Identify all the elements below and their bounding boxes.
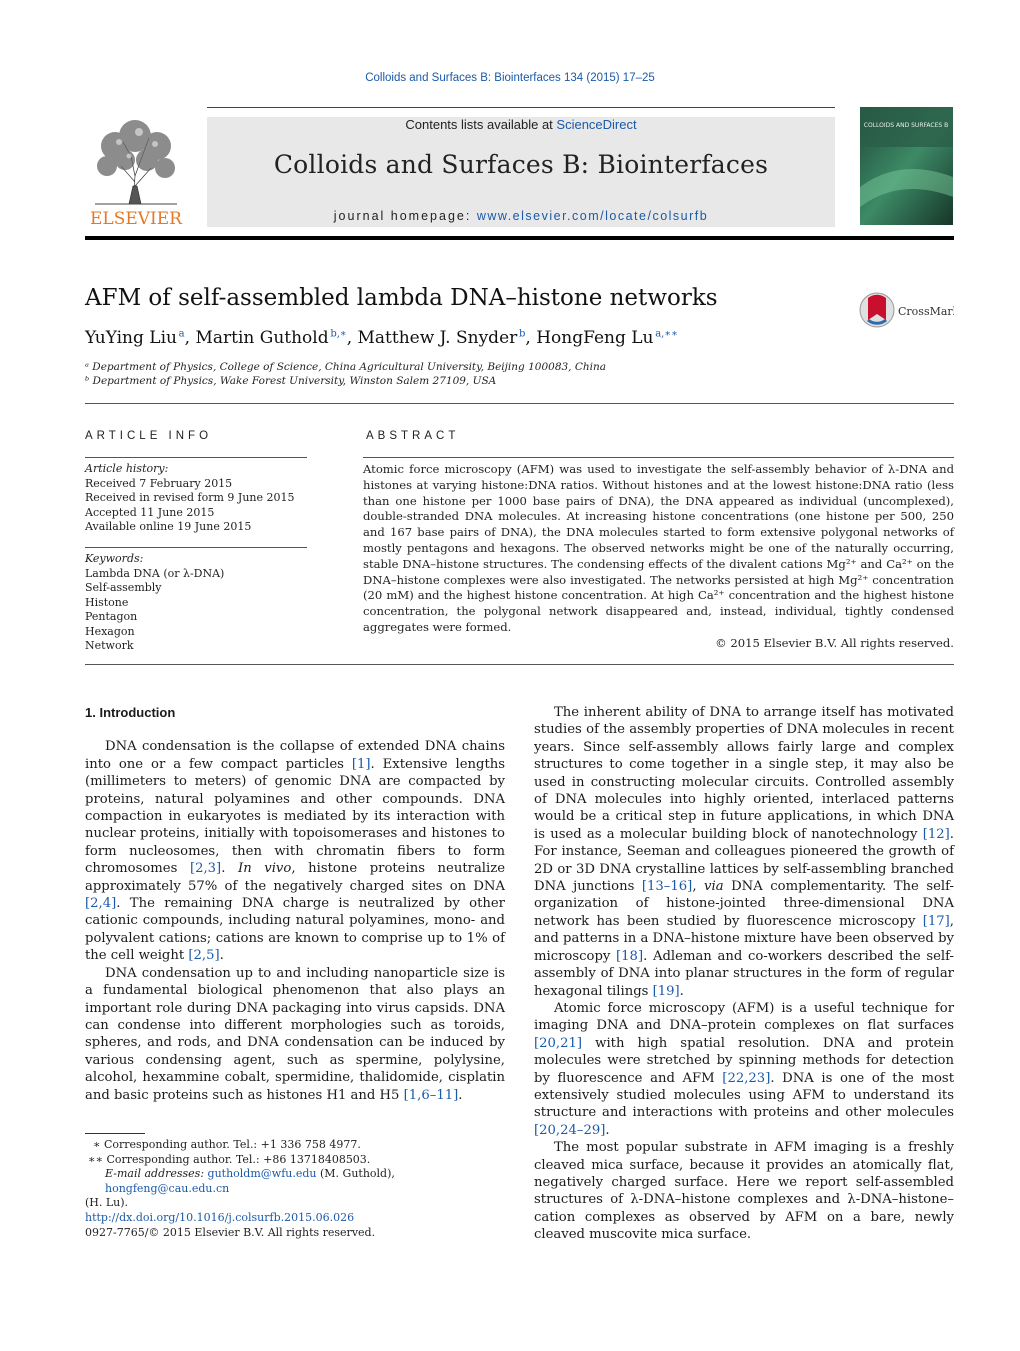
author-name: HongFeng Lu bbox=[536, 328, 654, 348]
author-affil-sup[interactable]: b,∗ bbox=[330, 328, 347, 340]
keywords bbox=[85, 552, 224, 654]
email-owner: (H. Lu). bbox=[85, 1196, 129, 1209]
affiliation-a: ᵃ Department of Physics, College of Science, China Agricultural University, Beijing 100083, China bbox=[85, 361, 607, 373]
citation-link[interactable]: [19] bbox=[652, 983, 680, 999]
abstract-text: Atomic force microscopy (AFM) was used to investigate the self-assembly behavior of λ-DNA and histones at varying histone:DNA ratios. Without histones and at the lowest histone:DNA ratio (less than one histone per 1000 base pairs of DNA), the DNA appeared as individual (uncomplexed), double-stranded DNA molecules. At increasing histone concentrations (one histone per 500, 250 and 167 base pairs of DNA), the DNA molecules started to form extensive polygonal networks of mostly pentagons and hexagons. The observed networks might be one of the naturally occurring, stable DNA–histone structures. The condensing effects of the divalent cations Mg²⁺ and Ca²⁺ on the DNA–histone complexes were also investigated. The networks persisted at high Mg²⁺ concentration (20 mM) and the highest histone concentration. At high Ca²⁺ concentration and the highest histone concentration, the polygonal network disappeared and, instead, individual, tightly condensed aggregates were formed. bbox=[363, 462, 954, 634]
citation-link[interactable]: [17] bbox=[922, 913, 950, 929]
email-label: E-mail addresses: bbox=[105, 1167, 208, 1180]
divider bbox=[85, 457, 307, 458]
author-affil-sup[interactable]: a bbox=[178, 328, 185, 340]
keyword: Network bbox=[85, 639, 134, 652]
keyword: Pentagon bbox=[85, 610, 138, 623]
history-item: Received in revised form 9 June 2015 bbox=[85, 491, 295, 504]
doi-block bbox=[85, 1211, 375, 1240]
abstract-copyright: © 2015 Elsevier B.V. All rights reserved. bbox=[715, 635, 954, 650]
crossmark-label: CrossMark bbox=[898, 305, 954, 318]
email-link[interactable]: hongfeng@cau.edu.cn bbox=[105, 1181, 230, 1195]
italic-term: In vivo bbox=[237, 861, 292, 877]
article-info-heading: ARTICLE INFO bbox=[85, 430, 213, 442]
abstract bbox=[363, 462, 954, 652]
history-label: Article history: bbox=[85, 462, 169, 475]
author-affil-sup[interactable]: a,∗∗ bbox=[655, 328, 678, 340]
citation-link[interactable]: [20,21] bbox=[534, 1035, 583, 1051]
keyword: Lambda DNA (or λ-DNA) bbox=[85, 566, 225, 580]
article-history bbox=[85, 462, 295, 535]
crossmark-badge[interactable] bbox=[858, 290, 954, 330]
contents-line bbox=[207, 117, 835, 132]
footnote-rule bbox=[85, 1133, 145, 1134]
issn-line: 0927-7765/© 2015 Elsevier B.V. All rights reserved. bbox=[85, 1225, 376, 1239]
email-link[interactable]: gutholdm@wfu.edu bbox=[207, 1167, 317, 1180]
cover-art bbox=[860, 107, 953, 225]
right-paragraphs bbox=[534, 704, 954, 1244]
abstract-heading: ABSTRACT bbox=[366, 430, 460, 442]
author-name: Matthew J. Snyder bbox=[357, 328, 518, 348]
citation-link[interactable]: [2,5] bbox=[188, 948, 220, 964]
homepage-prefix: journal homepage: bbox=[333, 209, 477, 223]
cover-title: COLLOIDS AND SURFACES B bbox=[863, 122, 949, 129]
section-heading: 1. Introduction bbox=[85, 705, 176, 720]
email-line bbox=[85, 1167, 505, 1196]
body-paragraph: The inherent ability of DNA to arrange itself has motivated studies of the assembly properties of DNA molecules in recent years. Since self-assembly allows fairly large and complex structures to come together in a single step, it may also be used in constructing molecular circuits. Controlled assembly of DNA molecules into highly oriented, interlaced patterns would be a critical step in future applications, in which DNA is used as a molecular building block of nanotechnology [12]. For instance, Seeman and colleagues pioneered the growth of 2D or 3D DNA crystalline lattices by self-assembling branched DNA junctions [13–16], via DNA complementarity. The self-organization of histone-jointed three-dimensional DNA network has been studied by fluorescence microscopy [17], and patterns in a DNA–histone mixture have been observed by microscopy [18]. Adleman and co-workers described the self-assembly of DNA into planar structures in the form of regular hexagonal tilings [19]. bbox=[534, 705, 955, 999]
header-rule bbox=[207, 107, 835, 108]
author-list: YuYing Liu $^a$, Martin Guthold $^{b,∗}$, Matthew J. Snyder $^b$, HongFeng Lu $^{a,∗∗}$ bbox=[85, 328, 678, 348]
doi-link[interactable]: http://dx.doi.org/10.1016/j.colsurfb.2015.06.026 bbox=[85, 1211, 355, 1224]
crossmark-icon bbox=[858, 290, 954, 330]
paper-title: AFM of self-assembled lambda DNA–histone networks bbox=[85, 285, 718, 311]
affiliation-b: ᵇ Department of Physics, Wake Forest University, Winston Salem 27109, USA bbox=[85, 375, 497, 387]
footnotes bbox=[85, 1138, 505, 1211]
author-name: Martin Guthold bbox=[195, 328, 329, 348]
author-name: YuYing Liu bbox=[85, 328, 177, 348]
body-paragraph: Atomic force microscopy (AFM) is a useful technique for imaging DNA and DNA–protein complexes on flat surfaces [20,21] with high spatial resolution. DNA and protein molecules were stretched by spinning methods for detection by fluorescence and AFM [22,23]. DNA is one of the most extensively studied molecules using AFM to understand its structure and interactions with proteins and other molecules [20,24–29]. bbox=[534, 1000, 954, 1138]
journal-homepage bbox=[207, 209, 835, 223]
citation-link[interactable]: [18] bbox=[616, 948, 644, 964]
elsevier-logo bbox=[85, 116, 188, 228]
divider bbox=[85, 664, 954, 665]
journal-title: Colloids and Surfaces B: Biointerfaces bbox=[273, 150, 769, 179]
divider bbox=[363, 457, 954, 458]
citation-link[interactable]: [1,6–11] bbox=[403, 1087, 459, 1103]
history-item: Available online 19 June 2015 bbox=[85, 520, 252, 533]
corresponding-author-1: ∗ Corresponding author. Tel.: +1 336 758 4977. bbox=[93, 1138, 361, 1151]
body-paragraph: DNA condensation is the collapse of extended DNA chains into one or a few compact particles [1]. Extensive lengths (millimeters to meters) of genomic DNA are compacted by proteins, natural polyamines and other compounds. DNA compaction in eukaryotes is mediated by its interaction with nuclear proteins, initially with topoisomerases and histones to form nucleosomes, then with chromatin fibers to form chromosomes [2,3]. In vivo, histone proteins neutralize approximately 57% of the negatively charged sites on DNA [2,4]. The remaining DNA charge is neutralized by other cationic compounds, including natural polyamines, mono- and polyvalent cations; cations are known to comprise up to 1% of the cell weight [2,5]. bbox=[85, 739, 506, 964]
citation-link[interactable]: [2,4] bbox=[85, 896, 117, 912]
citation-link[interactable]: [22,23] bbox=[722, 1070, 771, 1086]
citation-link[interactable]: [12] bbox=[922, 826, 950, 842]
publisher-label: ELSEVIER bbox=[90, 209, 182, 228]
keyword: Self-assembly bbox=[85, 581, 162, 594]
keyword: Hexagon bbox=[85, 624, 135, 638]
history-item: Accepted 11 June 2015 bbox=[85, 505, 215, 519]
corresponding-author-2: ∗∗ Corresponding author. Tel.: +86 13718408503. bbox=[88, 1152, 371, 1166]
divider bbox=[85, 403, 954, 404]
keywords-label: Keywords: bbox=[85, 552, 144, 565]
header-thick-rule bbox=[85, 236, 954, 240]
italic-term: via bbox=[704, 879, 724, 895]
body-paragraph: DNA condensation up to and including nanoparticle size is a fundamental biological phenomenon that also plays an important role during DNA packaging into virus capsids. DNA can condense into different morphologies such as toroids, spheres, and rods, and DNA condensation can be induced by various condensing agent, such as spermine, polylysine, alcohol, hexammine cobalt, spermidine, thalidomide, cisplatin and basic proteins such as histones H1 and H5 [1,6–11]. bbox=[85, 965, 505, 1103]
history-item: Received 7 February 2015 bbox=[85, 476, 233, 490]
journal-cover-image[interactable] bbox=[860, 107, 953, 225]
citation-link[interactable]: [13–16] bbox=[641, 879, 693, 895]
author-affil-sup[interactable]: b bbox=[518, 328, 526, 340]
journal-reference[interactable]: Colloids and Surfaces B: Biointerfaces 134 (2015) 17–25 bbox=[365, 72, 655, 84]
elsevier-tree-icon bbox=[85, 116, 188, 228]
body-paragraph: The most popular substrate in AFM imaging is a freshly cleaved mica surface, because it provides an atomically flat, negatively charged surface. Here we report self-assembled structures of λ-DNA–histone complexes and λ-DNA–histone–cation complexes as observed by AFM on a bare, newly cleaved muscovite mica surface. bbox=[534, 1140, 954, 1243]
citation-link[interactable]: [2,3] bbox=[189, 861, 222, 877]
homepage-link[interactable]: www.elsevier.com/locate/colsurfb bbox=[476, 209, 709, 223]
citation-link[interactable]: [20,24–29] bbox=[534, 1122, 606, 1138]
sciencedirect-link[interactable]: ScienceDirect bbox=[556, 117, 637, 132]
body-right-column bbox=[534, 704, 954, 1244]
keyword: Histone bbox=[85, 595, 129, 609]
contents-prefix: Contents lists available at bbox=[405, 117, 557, 132]
left-paragraphs bbox=[85, 738, 505, 1104]
citation-link[interactable]: [1] bbox=[351, 756, 371, 772]
email-owner: (M. Guthold), bbox=[316, 1167, 395, 1180]
divider bbox=[85, 547, 307, 548]
body-left-column bbox=[85, 704, 505, 1104]
